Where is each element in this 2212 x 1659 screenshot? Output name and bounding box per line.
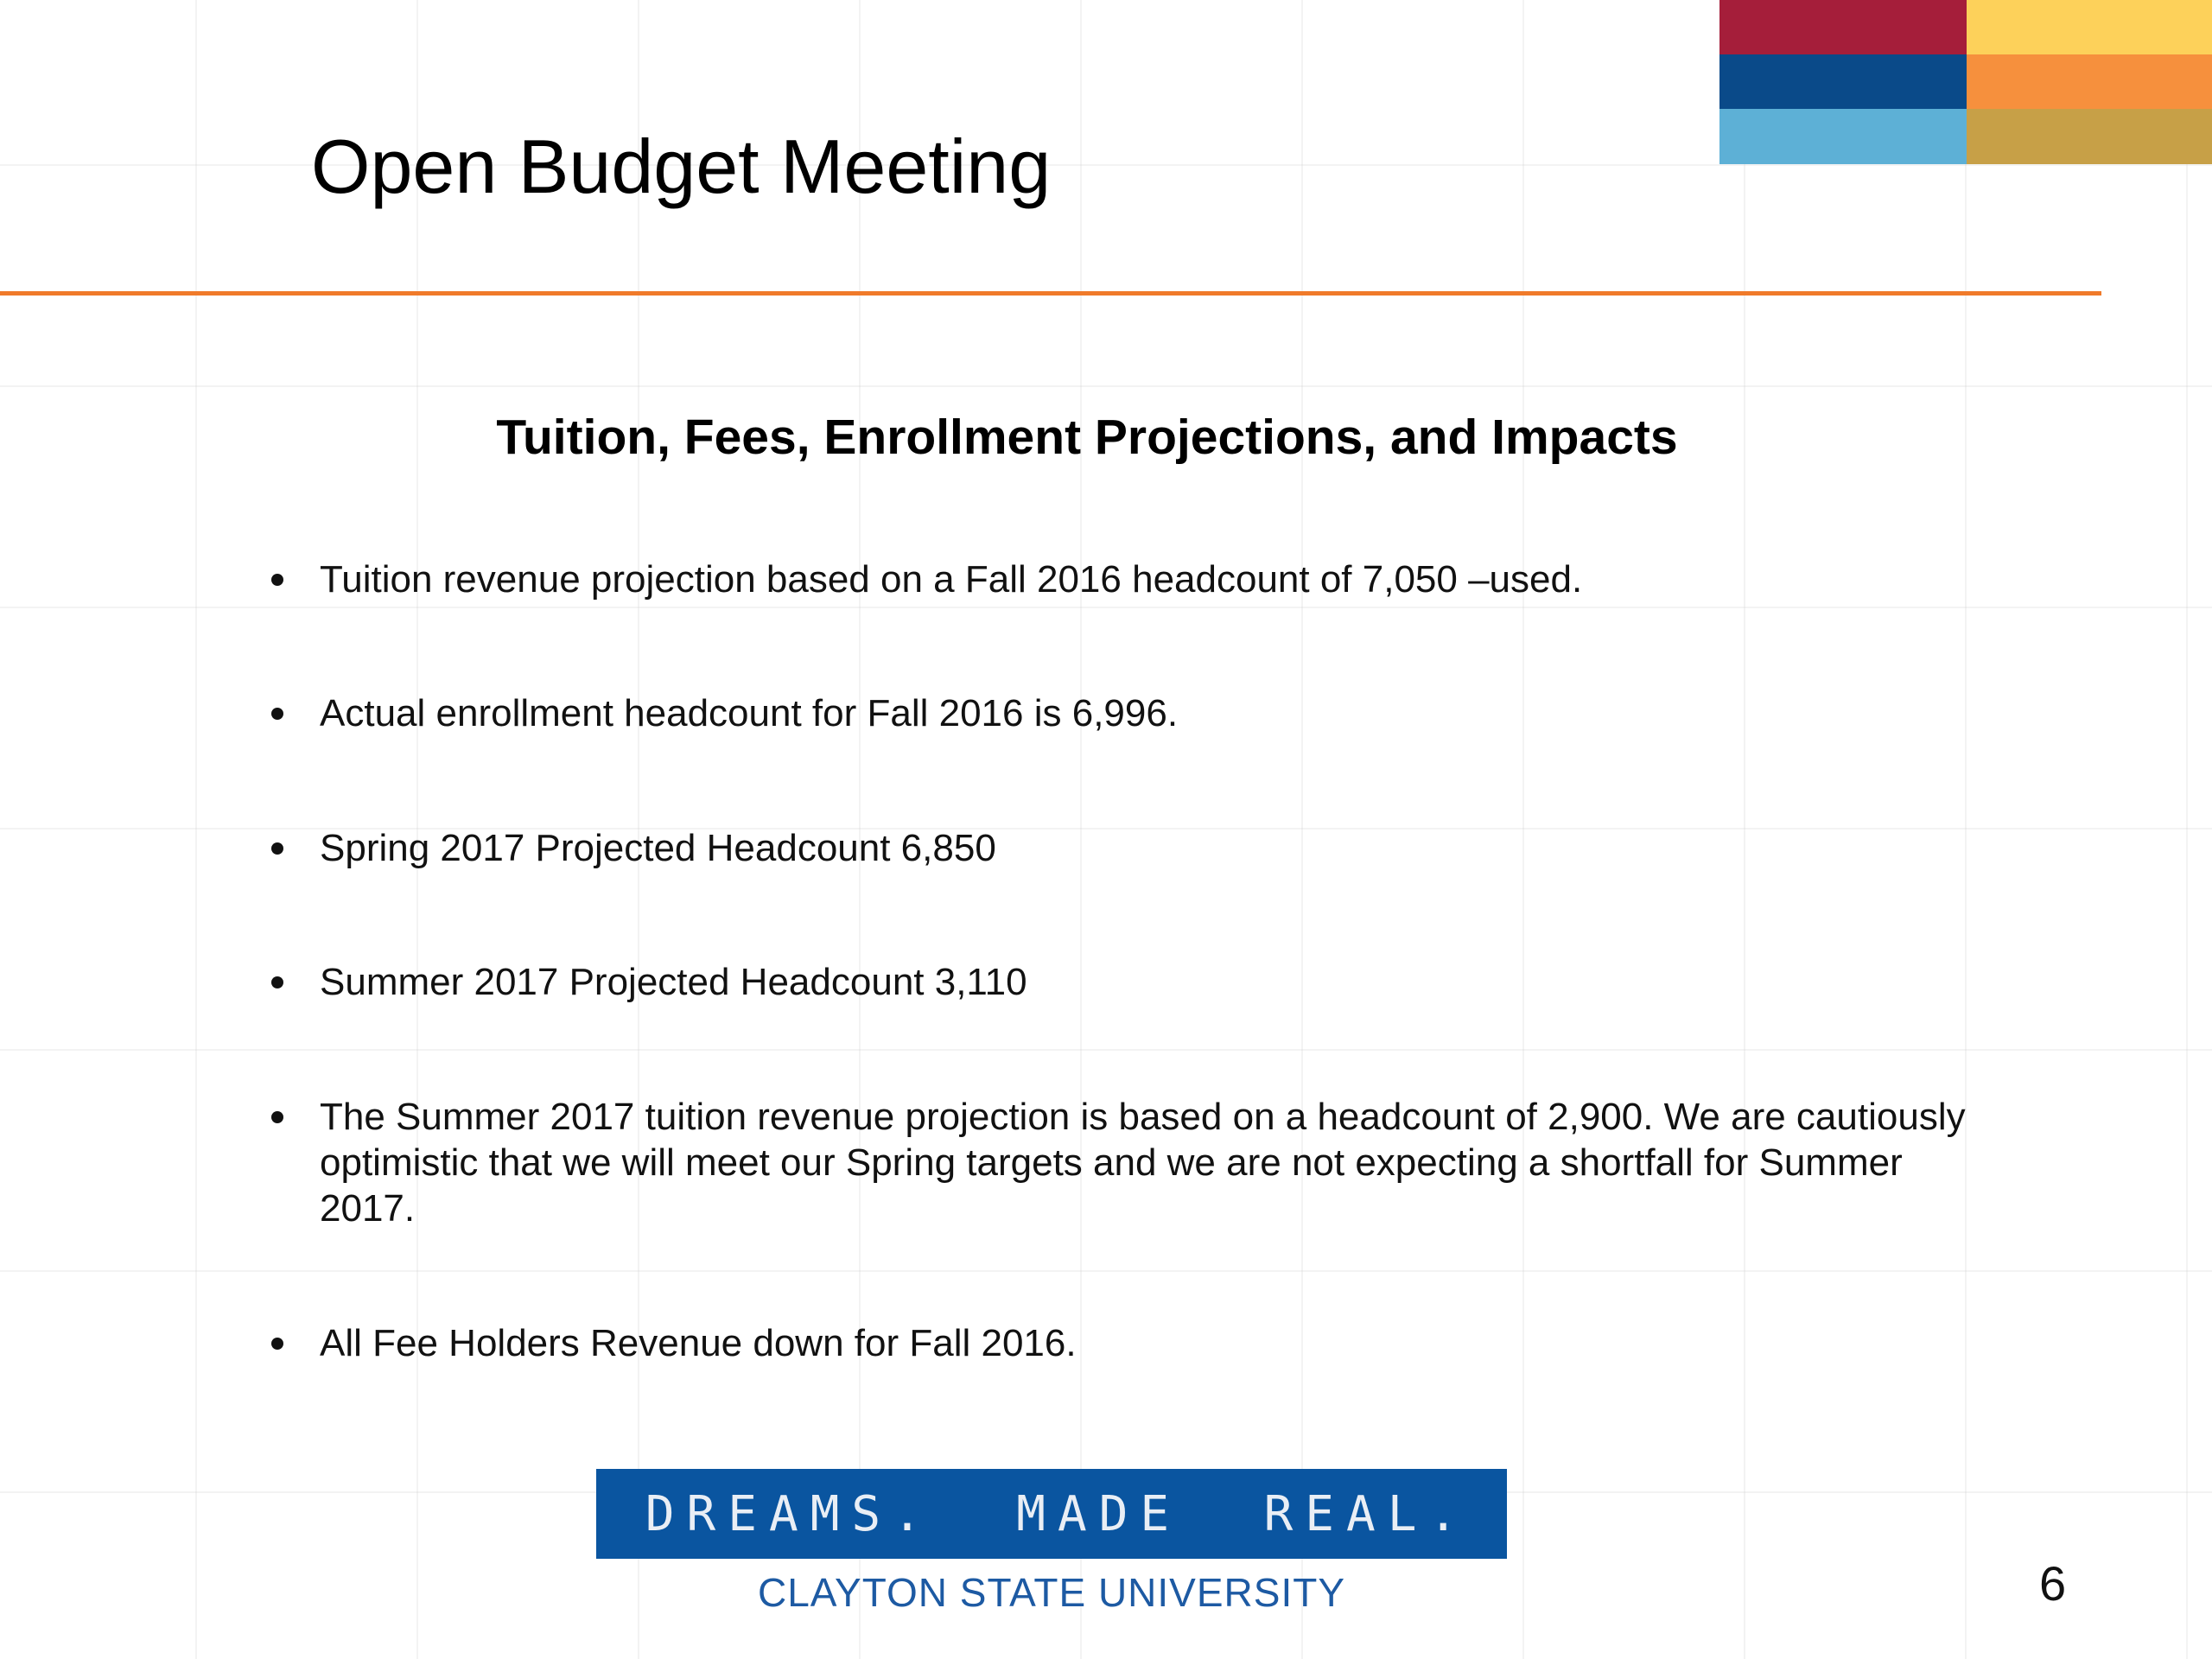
slide-title: Open Budget Meeting	[311, 124, 1052, 209]
bullet-item	[268, 556, 1996, 602]
bullet-text: Spring 2017 Projected Headcount 6,850	[320, 827, 996, 869]
page-number: 6	[2039, 1556, 2067, 1611]
bullet-item	[268, 1094, 1996, 1231]
bullet-dot-icon	[271, 976, 283, 988]
tagline-banner	[596, 1469, 1507, 1559]
bullet-text: Summer 2017 Projected Headcount 3,110	[320, 961, 1027, 1003]
bullet-dot-icon	[271, 1111, 283, 1123]
accent-block-navy	[1719, 54, 1967, 109]
bullet-dot-icon	[271, 708, 283, 720]
accent-block-crimson	[1719, 0, 1967, 54]
accent-block-yellow	[1967, 0, 2212, 54]
university-name: CLAYTON STATE UNIVERSITY	[757, 1570, 1346, 1615]
title-divider	[0, 291, 2101, 296]
accent-block-gold	[1967, 109, 2212, 164]
bullet-text: Tuition revenue projection based on a Fall 2016 headcount of 7,050 –used.	[320, 558, 1583, 601]
bullet-item	[268, 690, 1996, 736]
bullet-item	[268, 1320, 1996, 1366]
tagline-text: DREAMS. MADE REAL.	[645, 1485, 1471, 1542]
accent-block-orange	[1967, 54, 2212, 109]
bullet-text: The Summer 2017 tuition revenue projection is based on a headcount of 2,900. We are cautiously optimistic that we will meet our Spring targets and we are not expecting a shortfall for Summer 2017.	[320, 1096, 1966, 1230]
bullet-text: Actual enrollment headcount for Fall 2016 is 6,996.	[320, 692, 1179, 734]
accent-color-blocks	[1719, 0, 2212, 164]
bullet-dot-icon	[271, 1338, 283, 1350]
accent-block-sky	[1719, 109, 1967, 164]
bullet-text: All Fee Holders Revenue down for Fall 2016.	[320, 1322, 1077, 1364]
bullet-dot-icon	[271, 574, 283, 586]
section-heading: Tuition, Fees, Enrollment Projections, and Impacts	[496, 410, 1678, 465]
bullet-item	[268, 825, 1996, 871]
bullet-dot-icon	[271, 842, 283, 855]
bullet-item	[268, 959, 1996, 1005]
